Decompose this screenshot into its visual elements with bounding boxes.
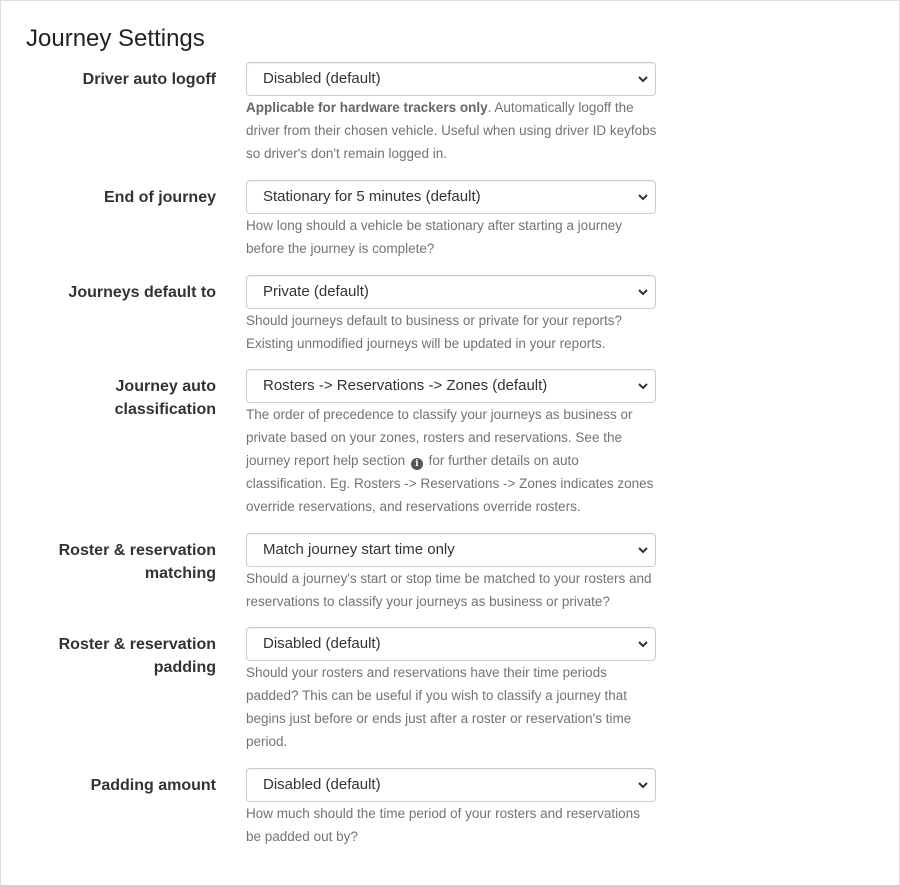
- help-bold-text: Applicable for hardware trackers only: [246, 100, 488, 115]
- select-value: Disabled (default): [263, 776, 381, 793]
- panel-title: Journey Settings: [26, 25, 205, 52]
- chevron-down-icon: [637, 181, 649, 213]
- chevron-down-icon: [637, 63, 649, 95]
- chevron-down-icon: [637, 628, 649, 660]
- help-text: . Automatically logoff the driver from their chosen vehicle. Useful when using driver ID keyfobs so driver's don't remain logged in.: [246, 100, 657, 161]
- chevron-down-icon: [637, 276, 649, 308]
- select-value: Stationary for 5 minutes (default): [263, 188, 481, 205]
- padding-amount-select[interactable]: [246, 768, 656, 802]
- setting-label: Driver auto logoff: [82, 71, 216, 88]
- setting-help: How much should the time period of your rosters and reservations be padded out by?: [246, 806, 640, 844]
- setting-label: Padding amount: [90, 777, 216, 794]
- journeys-default-to-select[interactable]: [246, 275, 656, 309]
- chevron-down-icon: [637, 370, 649, 402]
- driver-auto-logoff-select[interactable]: [246, 62, 656, 96]
- setting-help: Should your rosters and reservations have their time periods padded? This can be useful if you wish to classify a journey that begins just before or ends just after a roster or reservation's time period.: [246, 665, 632, 749]
- setting-help: [246, 96, 658, 165]
- roster-reservation-padding-select[interactable]: [246, 627, 656, 661]
- select-value: Private (default): [263, 283, 369, 300]
- setting-help: How long should a vehicle be stationary after starting a journey before the journey is complete?: [246, 218, 622, 256]
- info-circle-icon[interactable]: i: [411, 458, 423, 470]
- roster-reservation-matching-select[interactable]: [246, 533, 656, 567]
- select-value: Rosters -> Reservations -> Zones (default): [263, 377, 548, 394]
- end-of-journey-select[interactable]: [246, 180, 656, 214]
- journey-auto-classification-select[interactable]: [246, 369, 656, 403]
- select-value: Disabled (default): [263, 635, 381, 652]
- chevron-down-icon: [637, 534, 649, 566]
- setting-label: Roster & reservation padding: [58, 636, 216, 676]
- setting-help: [246, 403, 658, 518]
- setting-label: Journey auto classification: [114, 378, 216, 418]
- help-text: for further details on auto classification. Eg. Rosters -> Reservations -> Zones indicates zones override reservations, and reservations override rosters.: [246, 453, 654, 514]
- setting-help: Should journeys default to business or private for your reports? Existing unmodified journeys will be updated in your reports.: [246, 313, 622, 351]
- select-value: Disabled (default): [263, 70, 381, 87]
- setting-label: Journeys default to: [68, 284, 216, 301]
- setting-help: Should a journey's start or stop time be matched to your rosters and reservations to classify your journeys as business or private?: [246, 571, 652, 609]
- select-value: Match journey start time only: [263, 541, 455, 558]
- setting-label: Roster & reservation matching: [58, 542, 216, 582]
- setting-label: End of journey: [104, 189, 216, 206]
- help-text: The order of precedence to classify your journeys as business or private based on your zones, rosters and reservations. See the journey report help section: [246, 407, 633, 468]
- chevron-down-icon: [637, 769, 649, 801]
